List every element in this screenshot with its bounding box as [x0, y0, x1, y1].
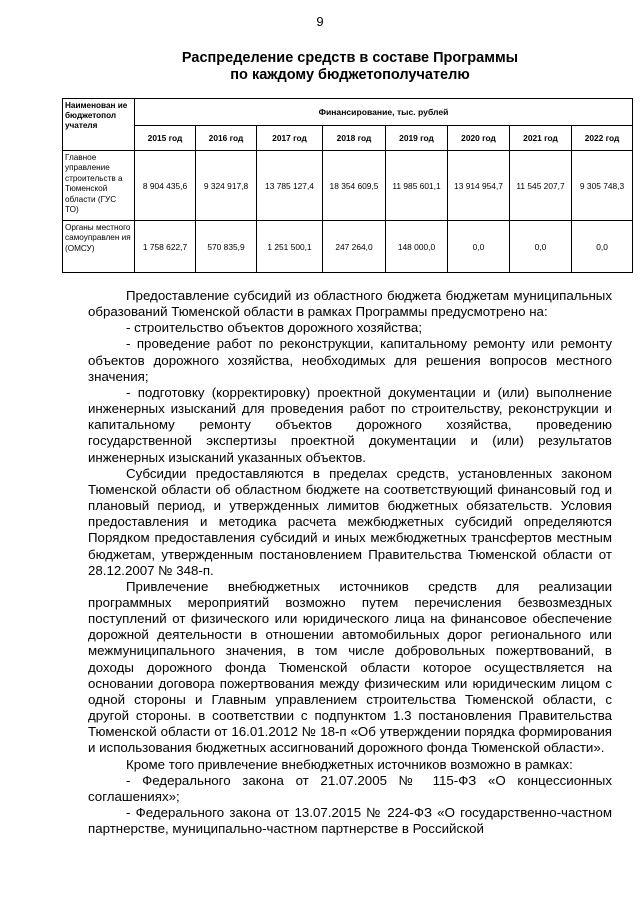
- year-header: 2021 год: [510, 126, 572, 151]
- year-header: 2020 год: [448, 126, 510, 151]
- amount-cell: 9 324 917,8: [196, 151, 257, 221]
- page-title: [60, 50, 640, 84]
- amount-cell: 13 914 954,7: [448, 151, 510, 221]
- list-item: - Федерального закона от 13.07.2015 № 224-ФЗ «О государственно-частном партнерстве, муниципально-частном партнерстве в Российской: [88, 805, 612, 837]
- table-row: [63, 221, 633, 273]
- recipient-name-cell: Главное управление строительств а Тюменской области (ГУС ТО): [63, 151, 135, 221]
- title-line-1: Распределение средств в составе Программы: [181, 50, 519, 66]
- amount-cell: 11 545 207,7: [510, 151, 572, 221]
- amount-cell: 13 785 127,4: [257, 151, 323, 221]
- amount-cell: 9 305 748,3: [572, 151, 633, 221]
- amount-cell: 148 000,0: [386, 221, 448, 273]
- year-header: 2016 год: [196, 126, 257, 151]
- year-header: 2022 год: [572, 126, 633, 151]
- year-header: 2015 год: [135, 126, 196, 151]
- amount-cell: 0,0: [510, 221, 572, 273]
- financing-group-header: Финансирование, тыс. рублей: [135, 99, 633, 126]
- amount-cell: 0,0: [572, 221, 633, 273]
- table-header-row: [63, 99, 633, 126]
- amount-cell: 1 251 500,1: [257, 221, 323, 273]
- list-item: - Федерального закона от 21.07.2005 № 115-ФЗ «О концессионных соглашениях»;: [88, 772, 612, 804]
- list-item: - строительство объектов дорожного хозяйства;: [126, 320, 423, 336]
- amount-cell: 570 835,9: [196, 221, 257, 273]
- title-line-2: по каждому бюджетополучателю: [230, 67, 470, 83]
- financing-table: [62, 98, 633, 273]
- body-text: [88, 288, 612, 837]
- paragraph: Привлечение внебюджетных источников средств для реализации программных мероприятий возможно путем перечисления безвозмездных поступлений от физического или юридического лица на финансовое обеспечение дорожной деятельности в отношении автомобильных дорог регионального или межмуниципального значения, в том числе добровольных пожертвований, в доходы дорожного фонда Тюменской области которое осуществляется на основании договора пожертвования между физическим или юридическим лицом с одной стороны и Главным управлением строительства Тюменской области, с другой стороны. в соответствии с подпунктом 1.3 постановления Правительства Тюменской области от 16.01.2012 № 18-п «Об утверждении порядка формирования и использования бюджетных ассигнований дорожного фонда Тюменской области».: [88, 578, 612, 756]
- amount-cell: 18 354 609,5: [323, 151, 386, 221]
- list-item: - подготовку (корректировку) проектной документации и (или) выполнение инженерных изысканий для проведения работ по строительству, реконструкции и капитальному ремонту объектов дорожного хозяйства, проведению государственной экспертизы проектной документации и (или) результатов инженерных изысканий указанных объектов.: [88, 384, 612, 465]
- amount-cell: 0,0: [448, 221, 510, 273]
- amount-cell: 8 904 435,6: [135, 151, 196, 221]
- recipient-name-header: Наименован ие бюджетопол учателя: [63, 99, 135, 151]
- year-header: 2018 год: [323, 126, 386, 151]
- amount-cell: 247 264,0: [323, 221, 386, 273]
- paragraph: Субсидии предоставляются в пределах средств, установленных законом Тюменской области об областном бюджете на соответствующий финансовый год и плановый период, и утвержденных лимитов бюджетных обязательств. Условия предоставления и методика расчета межбюджетных субсидий определяются Порядком предоставления субсидий и иных межбюджетных трансфертов местным бюджетам, утвержденным постановлением Правительства Тюменской области от 28.12.2007 № 348-п.: [88, 465, 612, 578]
- amount-cell: 1 758 622,7: [135, 221, 196, 273]
- recipient-name-cell: Органы местного самоуправлен ия (ОМСУ): [63, 221, 135, 273]
- year-header: 2017 год: [257, 126, 323, 151]
- year-header: 2019 год: [386, 126, 448, 151]
- amount-cell: 11 985 601,1: [386, 151, 448, 221]
- table-years-row: [63, 126, 633, 151]
- page-number: 9: [316, 14, 324, 29]
- paragraph: Предоставление субсидий из областного бюджета бюджетам муниципальных образований Тюменской области в рамках Программы предусмотрено на:: [88, 288, 612, 320]
- list-item: - проведение работ по реконструкции, капитальному ремонту или ремонту объектов дорожного хозяйства, необходимых для решения вопросов местного значения;: [88, 336, 612, 384]
- paragraph: Кроме того привлечение внебюджетных источников возможно в рамках:: [126, 756, 573, 772]
- table-row: [63, 151, 633, 221]
